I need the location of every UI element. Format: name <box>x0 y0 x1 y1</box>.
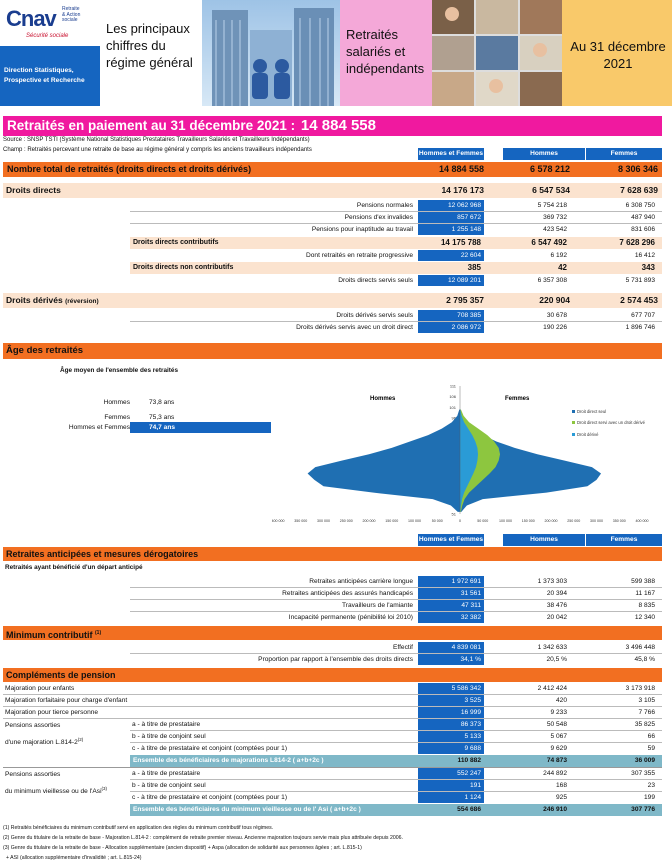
droits-derives-label: Droits dérivés (réversion) <box>6 295 99 305</box>
x-tick-label: 150 000 <box>385 519 399 523</box>
x-tick-label: 400 000 <box>635 519 649 523</box>
table-row <box>0 792 672 803</box>
row-h: 369 732 <box>543 214 567 221</box>
table-row <box>0 743 672 754</box>
row-h: 244 892 <box>543 770 567 777</box>
row-h: 423 542 <box>543 226 567 233</box>
complements-section-header: Compléments de pension <box>3 668 662 682</box>
table-row <box>0 200 672 211</box>
row-f: 66 <box>647 733 655 740</box>
legend-swatch <box>572 410 575 413</box>
droits-directs-row <box>3 183 662 198</box>
contrib-f: 7 628 296 <box>619 238 655 247</box>
row-label: b - à titre de conjoint seul <box>132 733 206 740</box>
row-label: Pensions d'ex invalides <box>344 214 413 221</box>
x-tick-label: 50 000 <box>477 519 489 523</box>
legend-label: Droit dérivé <box>577 432 599 437</box>
row-label: Pensions normales <box>356 202 413 209</box>
row-hf: 191 <box>418 780 484 791</box>
row-f: 6 308 750 <box>625 202 655 209</box>
row-h: 190 226 <box>543 324 567 331</box>
row-f: 7 766 <box>638 709 655 716</box>
footnote: (3) Genre du titulaire de la retraite de base - Allocation supplémentaire (ancien dispositif) + Aspa (allocation de solidarité aux personnes âgées ; art. L.815-1) <box>3 845 362 851</box>
row-h: 5 754 218 <box>537 202 567 209</box>
droits-directs-hf: 14 176 173 <box>441 185 484 195</box>
row-hf: 1 972 691 <box>418 576 484 587</box>
row-hf: 4 839 081 <box>418 642 484 653</box>
champ-note: Champ : Retraités percevant une retraite de base au régime général y compris les anciens travailleurs indépendants <box>3 147 312 153</box>
non-contrib-label: Droits directs non contributifs <box>133 264 234 271</box>
row-label: a - à titre de prestataire <box>132 770 201 777</box>
y-tick-label: 111 <box>449 383 456 389</box>
row-h: 246 910 <box>543 806 567 813</box>
age-value: 74,7 ans <box>149 424 176 431</box>
row-hf: 12 089 201 <box>418 275 484 286</box>
age-label: Hommes <box>103 399 130 406</box>
row-label: b - à titre de conjoint seul <box>132 782 206 789</box>
row-f: 11 167 <box>635 590 655 597</box>
row-h: 2 412 424 <box>537 685 567 692</box>
non-contrib-hf: 385 <box>467 263 481 272</box>
age-section-header: Âge des retraités <box>3 343 662 359</box>
row-f: 307 355 <box>631 770 655 777</box>
legend-label: Droit direct seul <box>577 409 607 414</box>
row-h: 168 <box>555 782 567 789</box>
table-row <box>0 707 672 718</box>
col-header-hf-2: Hommes et Femmes <box>418 534 484 546</box>
col-header-f-2: Femmes <box>586 534 662 546</box>
row-h: 1 342 633 <box>537 644 567 651</box>
contrib-hf: 14 175 788 <box>440 238 481 247</box>
table-row <box>0 683 672 694</box>
chart-right-label: Femmes <box>505 396 530 402</box>
row-f: 1 896 746 <box>625 324 655 331</box>
row-f: 487 940 <box>631 214 655 221</box>
non-contrib-f: 343 <box>641 263 655 272</box>
non-contrib-row <box>130 262 662 274</box>
direction-label: Direction Statistiques, Prospective et Recherche <box>0 46 100 106</box>
banner-total: 14 884 558 <box>300 117 376 134</box>
row-label: Retraites anticipées des assurés handicapés <box>282 590 413 597</box>
row-label: Travailleurs de l'amiante <box>341 602 413 609</box>
col-header-h: Hommes <box>503 148 585 160</box>
age-value: 75,3 ans <box>149 414 175 421</box>
group1-label: Pensions assorties d'une majoration L.814-2$^{(2)}$ <box>5 722 84 747</box>
contrib-label: Droits directs contributifs <box>133 239 219 246</box>
y-tick-label: 106 <box>449 394 456 400</box>
total-retraites-row <box>3 162 662 177</box>
row-f: 59 <box>647 745 655 752</box>
age-pyramid-chart <box>272 376 662 524</box>
footnote: (2) Genre du titulaire de la retraite de base - Majoration L.814-2 : complément de retraite premier niveau. Ancienne majoration toujours servie mais plus attribuée depuis 2006. <box>3 835 403 841</box>
group2-total-row <box>130 804 662 816</box>
total-h: 6 578 212 <box>529 164 570 174</box>
row-h: 38 476 <box>546 602 567 609</box>
table-row <box>0 224 672 235</box>
y-tick-label: 101 <box>449 404 456 410</box>
x-tick-label: 250 000 <box>567 519 581 523</box>
row-f: 8 835 <box>638 602 655 609</box>
row-h: 20 394 <box>546 590 567 597</box>
row-label: Majoration pour tierce personne <box>5 709 99 716</box>
table-row <box>0 275 672 286</box>
row-hf: 5 133 <box>418 731 484 742</box>
logo-tagline: Sécurité sociale <box>26 33 69 39</box>
row-label: Droits directs servis seuls <box>338 277 413 284</box>
row-f: 16 412 <box>634 252 655 259</box>
table-row <box>0 600 672 611</box>
minimum-section-header: Minimum contributif $^{(1)}$ <box>3 626 662 640</box>
banner-title: Retraités en paiement au 31 décembre 2021 : <box>7 118 296 133</box>
table-row <box>0 654 672 665</box>
table-row <box>0 250 672 261</box>
age-value: 73,8 ans <box>149 399 175 406</box>
main-banner <box>3 116 662 136</box>
x-tick-label: 250 000 <box>339 519 353 523</box>
x-tick-label: 350 000 <box>294 519 308 523</box>
row-h: 6 192 <box>550 252 567 259</box>
x-tick-label: 100 000 <box>408 519 421 523</box>
y-tick-label: 51 <box>451 511 456 517</box>
date-panel <box>562 0 672 106</box>
buildings-photo <box>202 0 340 106</box>
droits-derives-row <box>3 293 662 308</box>
row-h: 9 233 <box>550 709 567 716</box>
x-tick-label: 300 000 <box>317 519 330 523</box>
logo-panel <box>0 0 100 106</box>
table-row <box>0 576 672 587</box>
row-label: Proportion par rapport à l'ensemble des droits directs <box>258 656 413 663</box>
row-hf: 9 688 <box>418 743 484 754</box>
x-tick-label: 50 000 <box>431 519 443 523</box>
row-hf: 3 525 <box>418 695 484 706</box>
x-tick-label: 200 000 <box>544 519 558 523</box>
buildings-image <box>202 0 340 106</box>
row-hf: 5 586 342 <box>418 683 484 694</box>
table-row <box>0 612 672 623</box>
row-hf: 32 382 <box>418 612 484 623</box>
x-tick-label: 100 000 <box>499 519 512 523</box>
row-h: 420 <box>555 697 567 704</box>
table-row <box>0 212 672 223</box>
people-photos <box>432 0 562 106</box>
total-f: 8 306 346 <box>617 164 658 174</box>
row-label: Majoration forfaitaire pour charge d'enfant <box>5 697 128 704</box>
row-h: 20 042 <box>546 614 567 621</box>
footnotes <box>3 823 668 863</box>
anticipees-subtitle: Retraités ayant bénéficié d'un départ anticipé <box>5 564 143 571</box>
table-row <box>0 588 672 599</box>
row-hf: 2 086 972 <box>418 322 484 333</box>
x-tick-label: 350 000 <box>612 519 626 523</box>
row-hf: 554 686 <box>457 806 481 813</box>
pink-panel <box>340 0 432 106</box>
legend-label: Droit direct servi avec un droit dérivé <box>577 420 645 425</box>
row-label: Retraites anticipées carrière longue <box>309 578 413 585</box>
chart-left-label: Hommes <box>370 396 396 402</box>
table-row <box>0 310 672 321</box>
logo-text: Cnav <box>6 6 56 31</box>
report-date: Au 31 décembre 2021 <box>570 39 666 71</box>
row-hf: 110 882 <box>457 757 481 764</box>
row-h: 9 629 <box>550 745 567 752</box>
age-label: Hommes et Femmes <box>68 424 130 431</box>
hommes-direct-seul-area <box>308 409 460 511</box>
row-f: 599 388 <box>631 578 655 585</box>
row-label: Incapacité permanente (pénibilité loi 2010) <box>288 614 413 621</box>
row-label: Effectif <box>392 644 413 651</box>
pink-title: Retraités salariés et indépendants <box>346 27 425 76</box>
group1-total-row <box>130 755 662 767</box>
logo-subtitle: Retraite & Action sociale <box>62 6 81 23</box>
title-panel <box>100 0 202 106</box>
row-hf: 552 247 <box>418 768 484 779</box>
row-f: 5 731 893 <box>625 277 655 284</box>
row-f: 3 496 448 <box>625 644 655 651</box>
droits-directs-label: Droits directs <box>6 185 61 195</box>
table-row <box>0 768 672 779</box>
row-h: 30 678 <box>546 312 567 319</box>
table-row <box>0 695 672 706</box>
anticipees-section-header: Retraites anticipées et mesures dérogatoires <box>3 547 662 561</box>
row-hf: 1 124 <box>418 792 484 803</box>
row-f: 45,8 % <box>634 656 655 663</box>
row-hf: 34,1 % <box>418 654 484 665</box>
row-label: c - à titre de prestataire et conjoint (comptées pour 1) <box>132 794 288 801</box>
row-f: 677 707 <box>631 312 655 319</box>
row-f: 831 606 <box>631 226 655 233</box>
table-row <box>0 780 672 791</box>
row-label: Droits dérivés servis seuls <box>336 312 413 319</box>
row-label: Droits dérivés servis avec un droit direct <box>296 324 413 331</box>
droits-directs-h: 6 547 534 <box>532 185 570 195</box>
age-subtitle: Âge moyen de l'ensemble des retraités <box>60 367 179 374</box>
group2-label: Pensions assorties du minimum vieillesse ou de l'Asi$^{(3)}$ <box>5 771 108 796</box>
page-title: Les principaux chiffres du régime général <box>106 21 193 70</box>
row-label: c - à titre de prestataire et conjoint (comptées pour 1) <box>132 745 288 752</box>
row-hf: 1 255 148 <box>418 224 484 235</box>
x-tick-label: 400 000 <box>272 519 285 523</box>
droits-directs-f: 7 628 639 <box>620 185 658 195</box>
contrib-h: 6 547 492 <box>531 238 567 247</box>
x-tick-label: 300 000 <box>590 519 603 523</box>
row-f: 3 105 <box>638 697 655 704</box>
x-tick-label: 150 000 <box>521 519 535 523</box>
x-tick-label: 0 <box>459 519 461 523</box>
non-contrib-h: 42 <box>558 263 567 272</box>
row-hf: 22 604 <box>418 250 484 261</box>
age-label: Femmes <box>104 414 130 421</box>
contrib-row <box>130 237 662 249</box>
col-header-f: Femmes <box>586 148 662 160</box>
droits-derives-f: 2 574 453 <box>620 295 658 305</box>
table-row <box>0 642 672 653</box>
total-hf: 14 884 558 <box>438 164 484 174</box>
row-hf: 708 385 <box>418 310 484 321</box>
footnote: (1) Retraités bénéficiaires du minimum contributif servi en application des règles du minimum contributif tous régimes. <box>3 825 274 831</box>
row-hf: 47 311 <box>418 600 484 611</box>
row-label: a - à titre de prestataire <box>132 721 201 728</box>
row-h: 925 <box>555 794 567 801</box>
row-f: 307 776 <box>631 806 655 813</box>
row-f: 3 173 918 <box>625 685 655 692</box>
row-label: Pensions pour inaptitude au travail <box>311 226 413 233</box>
row-hf: 16 999 <box>418 707 484 718</box>
row-h: 5 067 <box>550 733 567 740</box>
row-label: Dont retraités en retraite progressive <box>305 252 413 259</box>
source-note: Source : SNSP TSTI (Système National Statistiques Prestataires Travailleurs Salariés et Travailleurs Indépendants) <box>3 137 310 143</box>
row-hf: 31 561 <box>418 588 484 599</box>
row-h: 50 548 <box>546 721 567 728</box>
row-f: 23 <box>647 782 655 789</box>
row-f: 12 340 <box>634 614 655 621</box>
y-tick-label: 96 <box>451 415 456 421</box>
col-header-h-2: Hommes <box>503 534 585 546</box>
row-h: 74 873 <box>546 757 567 764</box>
droits-derives-h: 220 904 <box>539 295 570 305</box>
table-row <box>0 719 672 730</box>
x-tick-label: 200 000 <box>362 519 376 523</box>
footnote: + ASI (allocation supplémentaire d'invalidité ; art. L.815-24) <box>6 855 142 861</box>
people-collage-image <box>432 0 562 106</box>
col-header-hf: Hommes et Femmes <box>418 148 484 160</box>
row-h: 1 373 303 <box>537 578 567 585</box>
row-f: 35 825 <box>634 721 655 728</box>
row-hf: 857 672 <box>418 212 484 223</box>
row-hf: 86 373 <box>418 719 484 730</box>
row-hf: 12 062 968 <box>418 200 484 211</box>
row-label: Majoration pour enfants <box>5 685 75 692</box>
row-f: 36 009 <box>634 757 655 764</box>
legend-swatch <box>572 421 575 424</box>
row-h: 20,5 % <box>546 656 567 663</box>
table-row <box>0 731 672 742</box>
row-label: Ensemble des bénéficiaires du minimum vieillesse ou de l' Asi ( a+b+2c ) <box>133 806 361 813</box>
droits-derives-hf: 2 795 357 <box>446 295 484 305</box>
row-label: Ensemble des bénéficiaires de majorations L814-2 ( a+b+2c ) <box>133 757 324 764</box>
row-f: 199 <box>643 794 655 801</box>
total-label: Nombre total de retraités (droits directs et droits dérivés) <box>7 164 252 174</box>
table-row <box>0 322 672 333</box>
legend-swatch <box>572 433 575 436</box>
row-h: 6 357 308 <box>537 277 567 284</box>
